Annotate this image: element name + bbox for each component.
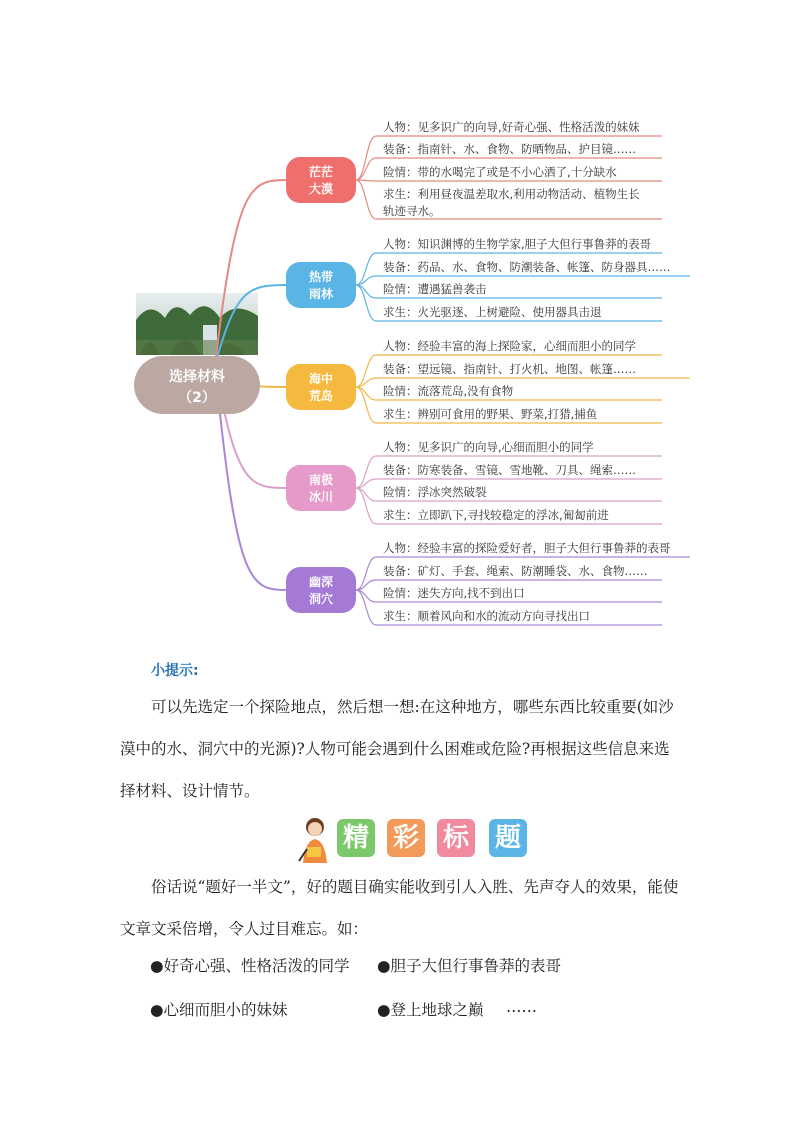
branch-node-box [286, 364, 356, 410]
example-title-4: ●登上地球之巅 [377, 1001, 484, 1019]
example-title-2: ●胆子大但行事鲁莽的表哥 [377, 957, 562, 975]
item-underline [356, 180, 662, 181]
branch-node-box [286, 157, 356, 203]
branch-item-text: 人物：见多识广的向导,心细而胆小的同学 [383, 440, 594, 454]
branch-item-text: 险情：带的水喝完了或是不小心洒了,十分缺水 [383, 165, 617, 179]
branch-item-text: 人物：见多识广的向导,好奇心强、性格活泼的妹妹 [383, 120, 640, 134]
branch-item-text: 装备：指南针、水、食物、防晒物品、护目镜…… [383, 142, 636, 156]
branch-node-box [286, 465, 356, 511]
branch-item-text: 装备：矿灯、手套、绳索、防潮睡袋、水、食物…… [383, 564, 648, 578]
branch-item-text: 求生：顺着风向和水的流动方向寻找出口 [383, 609, 590, 623]
branch-node-box [286, 262, 356, 308]
branch-label: 荒岛 [308, 389, 334, 403]
branch-label: 幽深 [308, 575, 334, 589]
banner-char-ti: 题 [489, 819, 527, 857]
branch-item-text: 求生：立即趴下,寻找较稳定的浮冰,匍匐前进 [383, 508, 609, 522]
branch-node [286, 262, 356, 308]
branch-item-text: 人物：知识渊博的生物学家,胆子大但行事鲁莽的表哥 [383, 237, 652, 251]
branch-item-text: 人物：经验丰富的探险爱好者，胆子大但行事鲁莽的表哥 [383, 541, 671, 555]
intro-paragraph: 俗话说“题好一半文”，好的题目确实能收到引人入胜、先声夺人的效果，能使文章文采倍增，令人过目难忘。如： [120, 878, 679, 938]
branch-item-text: 求生：辨别可食用的野果、野菜,打猎,捕鱼 [383, 407, 598, 421]
branch-item-text: 装备：防寒装备、雪镜、雪地靴、刀具、绳索…… [383, 463, 636, 477]
example-title-1: ●好奇心强、性格活泼的同学 [150, 957, 350, 975]
example-ellipsis: …… [506, 998, 537, 1016]
branch-item-text: 轨迹寻水。 [383, 204, 441, 218]
branch-label: 南极 [308, 473, 334, 487]
branch-label: 大漠 [308, 182, 334, 196]
branch-item-text: 人物：经验丰富的海上探险家，心细而胆小的同学 [383, 339, 636, 353]
center-node [134, 356, 260, 414]
girl-illustration-icon [295, 813, 335, 865]
tips-paragraph: 可以先选定一个探险地点，然后想一想:在这种地方，哪些东西比较重要(如沙漠中的水、洞穴中的光源)?人物可能会遇到什么困难或危险?再根据这些信息来选择材料、设计情节。 [120, 698, 674, 800]
branch-label: 海中 [308, 372, 334, 386]
branch-item-text: 装备：望远镜、指南针、打火机、地图、帐篷…… [383, 362, 636, 376]
banner-char-jing: 精 [337, 819, 375, 857]
banner-char-cai: 彩 [387, 819, 425, 857]
branch-item-text: 险情：遭遇猛兽袭击 [383, 282, 487, 296]
branch-label: 雨林 [308, 287, 334, 301]
branch-item-text: 险情：迷失方向,找不到出口 [383, 586, 525, 600]
branch-node-box [286, 567, 356, 613]
branch-label: 热带 [308, 270, 334, 284]
branch-label: 茫茫 [308, 165, 334, 179]
example-title-3: ●心细而胆小的妹妹 [150, 1001, 288, 1019]
branch-label: 冰川 [308, 490, 334, 504]
center-title: 选择材料 [169, 369, 225, 385]
branch-item-text: 险情：流落荒岛,没有食物 [383, 384, 514, 398]
center-subtitle: （2） [178, 390, 216, 406]
tips-title: 小提示: [151, 663, 199, 679]
banner-char-biao: 标 [437, 819, 475, 857]
branch-node [286, 157, 356, 203]
branch-item-text: 装备：药品、水、食物、防潮装备、帐篷、防身器具…… [383, 260, 671, 274]
branch-item-text: 险情：浮冰突然破裂 [383, 485, 487, 499]
branch-node [286, 567, 356, 613]
branch-item-text: 求生：火光驱逐、上树避险、使用器具击退 [383, 305, 602, 319]
branch-node [286, 465, 356, 511]
branch-node [286, 364, 356, 410]
branch-item-text: 求生：利用昼夜温差取水,利用动物活动、植物生长 [383, 187, 640, 201]
branch-label: 洞穴 [308, 592, 334, 606]
